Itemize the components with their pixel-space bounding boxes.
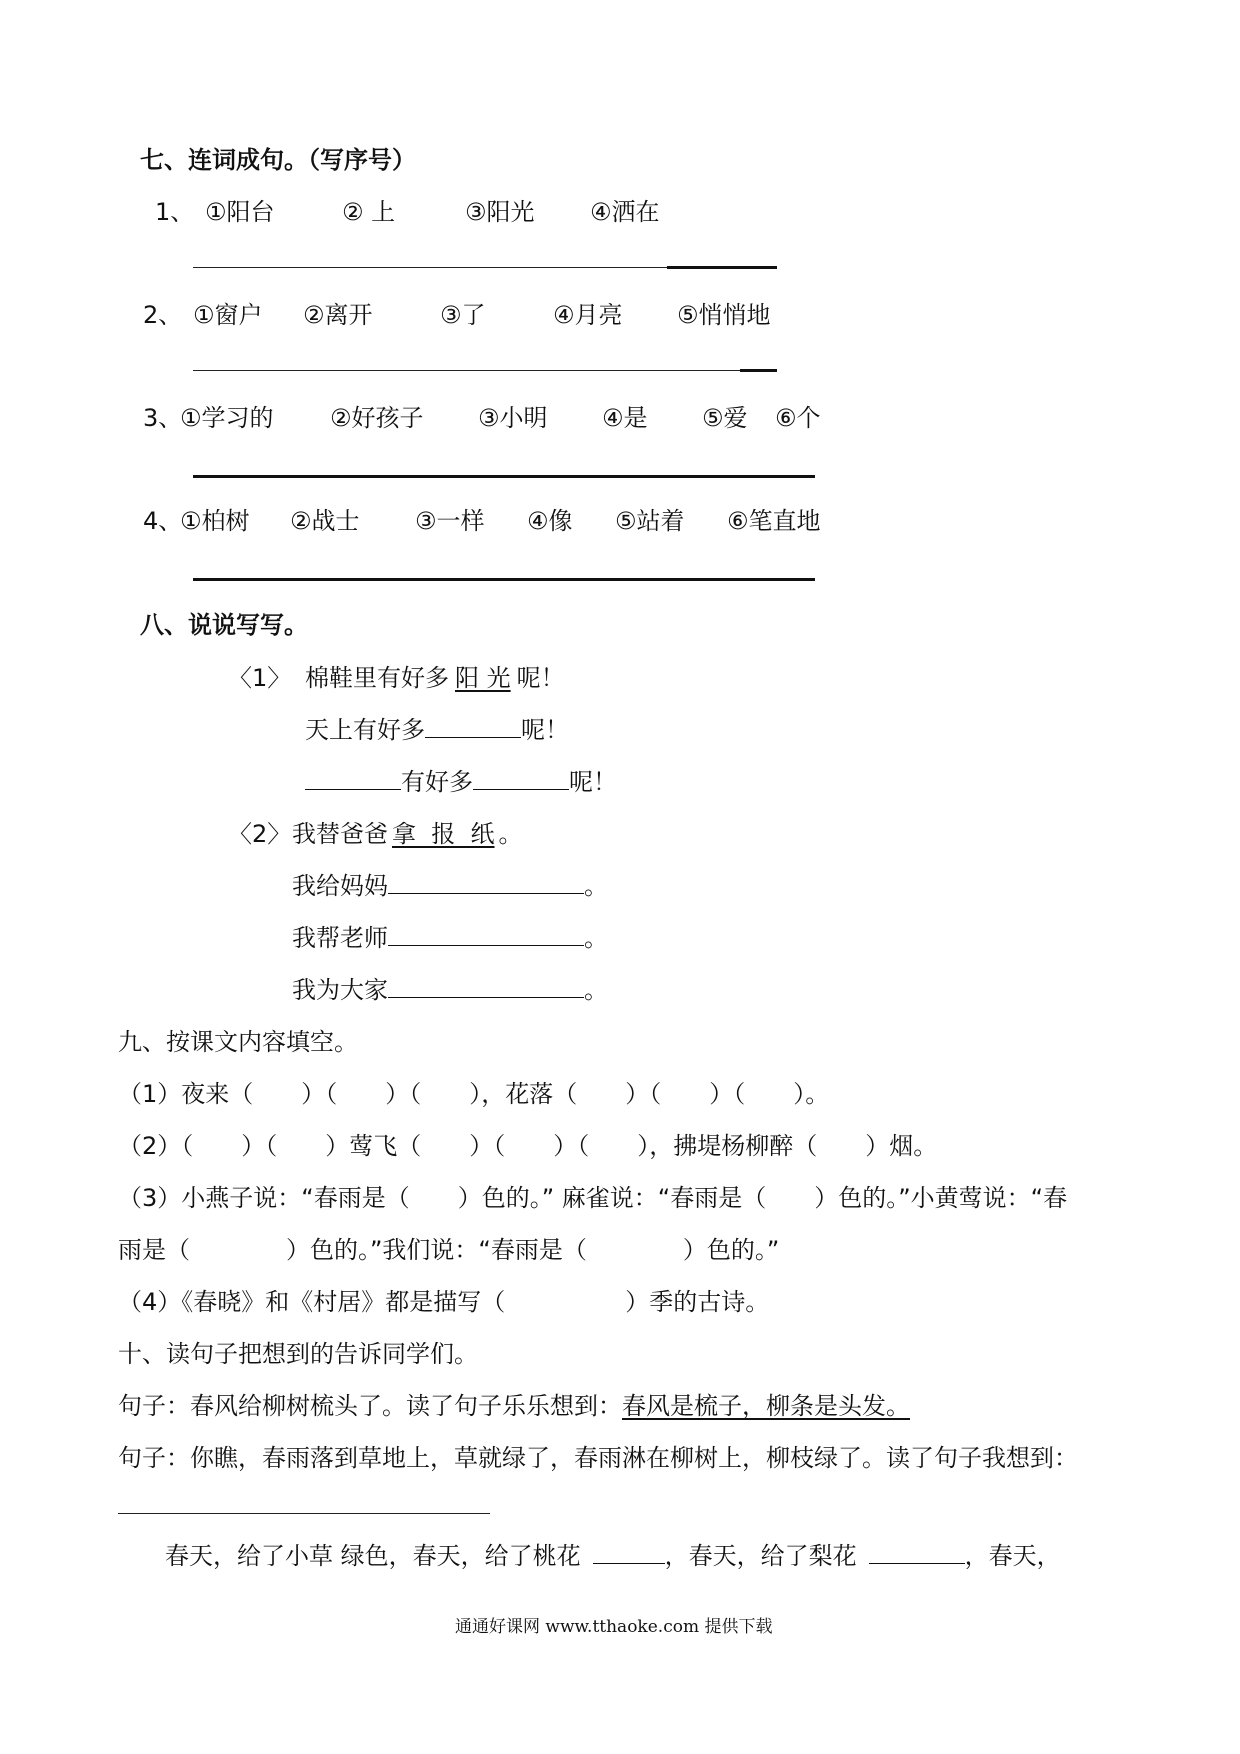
p2-line-3 (292, 918, 608, 953)
p1-l3-suffix: 呢！ (569, 768, 617, 796)
p2-l1-suffix: 。 (498, 820, 523, 848)
q1-word-4: ④洒在 (590, 198, 660, 226)
p2-line-1 (292, 814, 523, 849)
q3-word-5: ⑤爱 (702, 404, 748, 432)
q2-word-1: ①窗户 (193, 301, 263, 329)
p2-line-4 (292, 970, 608, 1005)
q1-number: 1、 (155, 198, 195, 226)
q3-word-4: ④是 (602, 404, 648, 432)
q4-word-4: ④像 (527, 507, 573, 535)
section-10-title: 十、读句子把想到的告诉同学们。 (118, 1340, 478, 1368)
p2-marker: 〈2〉 (228, 820, 292, 848)
q3-word-6: ⑥个 (775, 404, 821, 432)
q3-answer-line[interactable] (193, 475, 815, 478)
p1-line-1 (305, 658, 565, 693)
s9-line-4: 雨是（ ）色的。”我们说：“春雨是（ ）色的。” (118, 1236, 780, 1264)
q4-answer-line[interactable] (193, 578, 815, 581)
q2-word-4: ④月亮 (553, 301, 623, 329)
s10-s3-a: 春天，给了小草 绿色，春天，给了桃花 (165, 1542, 581, 1570)
p1-l2-prefix: 天上有好多 (305, 716, 425, 744)
p2-l2-blank[interactable] (388, 873, 584, 894)
section-8-title: 八、说说写写。 (140, 611, 308, 639)
q4-word-6: ⑥笔直地 (727, 507, 821, 535)
p1-l2-blank[interactable] (425, 717, 521, 738)
p1-l3-mid: 有好多 (401, 768, 473, 796)
q3-word-2: ②好孩子 (330, 404, 424, 432)
s10-answer-line[interactable] (118, 1513, 490, 1514)
s10-s1-prefix: 句子：春风给柳树梳头了。读了句子乐乐想到： (118, 1392, 622, 1420)
s9-line-5: （4）《春晓》和《村居》都是描写（ ）季的古诗。 (118, 1288, 770, 1316)
p2-l4-blank[interactable] (388, 977, 584, 998)
q4-word-1: ①柏树 (180, 507, 250, 535)
p1-l1-prefix: 棉鞋里有好多 (305, 664, 449, 692)
p1-l1-example: 阳 光 (455, 664, 511, 692)
p1-l2-suffix: 呢！ (521, 716, 569, 744)
s10-sentence-1 (118, 1386, 910, 1421)
s9-line-2: （2）（ ）（ ）莺飞（ ）（ ）（ ），拂堤杨柳醉（ ）烟。 (118, 1132, 938, 1160)
s10-sentence-3 (165, 1536, 1061, 1571)
p2-line-2 (292, 866, 608, 901)
p1-l3-blank-2[interactable] (473, 769, 569, 790)
p2-l3-prefix: 我帮老师 (292, 924, 388, 952)
s10-s1-example: 春风是梳子，柳条是头发。 (622, 1392, 910, 1420)
q2-answer-line-end (740, 369, 777, 372)
p2-l3-blank[interactable] (388, 925, 584, 946)
s10-s3-b: ，春天，给了梨花 (664, 1542, 857, 1570)
q1-word-3: ③阳光 (465, 198, 535, 226)
s10-blank-2[interactable] (869, 1543, 965, 1564)
q2-word-3: ③了 (440, 301, 486, 329)
q4-word-5: ⑤站着 (615, 507, 685, 535)
q3-word-3: ③小明 (478, 404, 548, 432)
q1-answer-line[interactable] (193, 267, 667, 268)
q2-word-5: ⑤悄悄地 (677, 301, 771, 329)
p2-l3-end: 。 (584, 924, 608, 952)
p1-l1-suffix: 呢！ (516, 664, 565, 692)
s10-blank-1[interactable] (593, 1543, 665, 1564)
s9-line-1: （1）夜来（ ）（ ）（ ），花落（ ）（ ）（ ）。 (118, 1080, 830, 1108)
q4-word-2: ②战士 (290, 507, 360, 535)
p2-l2-end: 。 (584, 872, 608, 900)
p1-line-3 (305, 762, 617, 797)
p2-l4-end: 。 (584, 976, 608, 1004)
s10-s3-c: ，春天， (964, 1542, 1061, 1570)
q4-word-3: ③一样 (415, 507, 485, 535)
p2-l2-prefix: 我给妈妈 (292, 872, 388, 900)
section-7-title: 七、连词成句。（写序号） (140, 146, 416, 174)
p2-l4-prefix: 我为大家 (292, 976, 388, 1004)
q3-word-1: ①学习的 (180, 404, 274, 432)
p1-marker: 〈1〉 (228, 664, 292, 692)
s9-line-3: （3）小燕子说：“春雨是（ ）色的。” 麻雀说：“春雨是（ ）色的。”小黄莺说：“春 (118, 1184, 1068, 1212)
p2-l1-example: 拿 报 纸 (392, 820, 495, 848)
q4-number: 4、 (143, 507, 183, 535)
q3-number: 3、 (143, 404, 183, 432)
p1-line-2 (305, 710, 569, 745)
q2-word-2: ②离开 (303, 301, 373, 329)
q1-word-2: ② 上 (342, 198, 396, 226)
p1-l3-blank-1[interactable] (305, 769, 401, 790)
s10-sentence-2: 句子：你瞧，春雨落到草地上，草就绿了，春雨淋在柳树上，柳枝绿了。读了句子我想到： (118, 1444, 1078, 1472)
q2-answer-line[interactable] (193, 370, 740, 371)
footer-text: 通通好课网 www.tthaoke.com 提供下载 (455, 1617, 773, 1637)
q1-answer-line-end (667, 266, 777, 269)
section-9-title: 九、按课文内容填空。 (118, 1028, 358, 1056)
p2-l1-prefix: 我替爸爸 (292, 820, 388, 848)
q1-word-1: ①阳台 (205, 198, 275, 226)
q2-number: 2、 (143, 301, 183, 329)
